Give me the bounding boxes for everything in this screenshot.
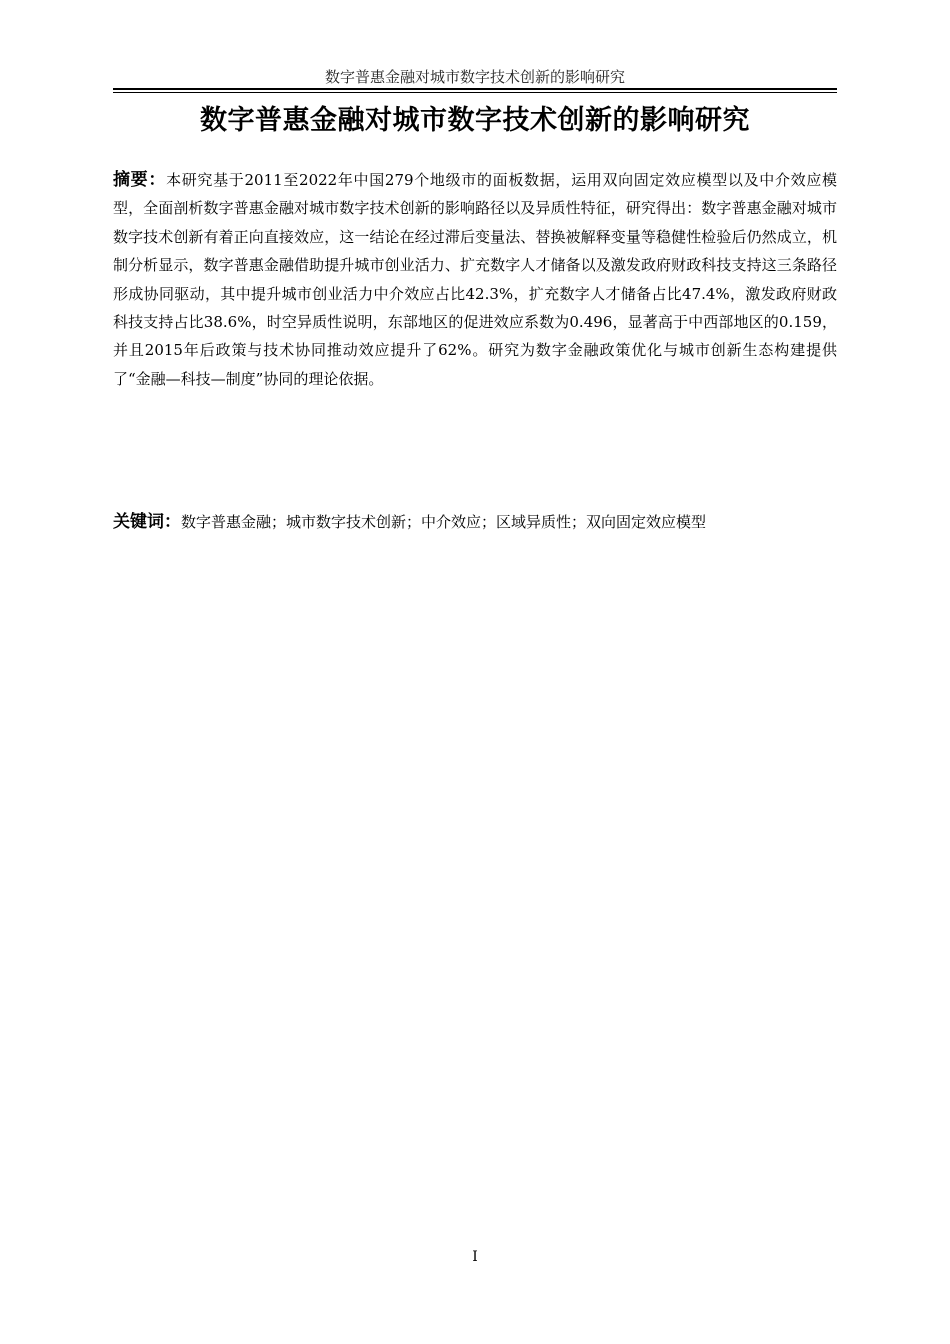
page-number: I [472, 1249, 478, 1265]
abstract-label: 摘要： [113, 170, 167, 190]
running-header: 数字普惠金融对城市数字技术创新的影响研究 [324, 68, 625, 86]
abstract-text: 本研究基于2011至2022年中国279个地级市的面板数据，运用双向固定效应模型以及中介效应模型，全面剖析数字普惠金融对城市数字技术创新的影响路径以及异质性特征，研究得出：数字普惠金融对城市数字技术创新有着正向直接效应，这一结论在经过滞后变量法、替换被解释变量等稳健性检验后仍然成立，机制分析显示，数字普惠金融借助提升城市创业活力、扩充数字人才储备以及激发政府财政科技支持这三条路径形成协同驱动，其中提升城市创业活力中介效应占比42.3%，扩充数字人才储备占比47.4%，激发政府财政科技支持占比38.6%，时空异质性说明，东部地区的促进效应系数为0.496，显著高于中西部地区的0.159，并且2015年后政策与技术协同推动效应提升了62%。研究为数字金融政策优化与城市创新生态构建提供了“金融—科技—制度”协同的理论依据。 [113, 171, 838, 388]
header-rule-thin [113, 92, 837, 93]
keywords-text: 数字普惠金融；城市数字技术创新；中介效应；区域异质性；双向固定效应模型 [181, 513, 707, 531]
header-rule [113, 88, 837, 90]
abstract-paragraph [113, 166, 837, 393]
keywords-label: 关键词： [113, 512, 181, 532]
keywords-line [113, 508, 837, 536]
document-title: 数字普惠金融对城市数字技术创新的影响研究 [200, 105, 750, 136]
